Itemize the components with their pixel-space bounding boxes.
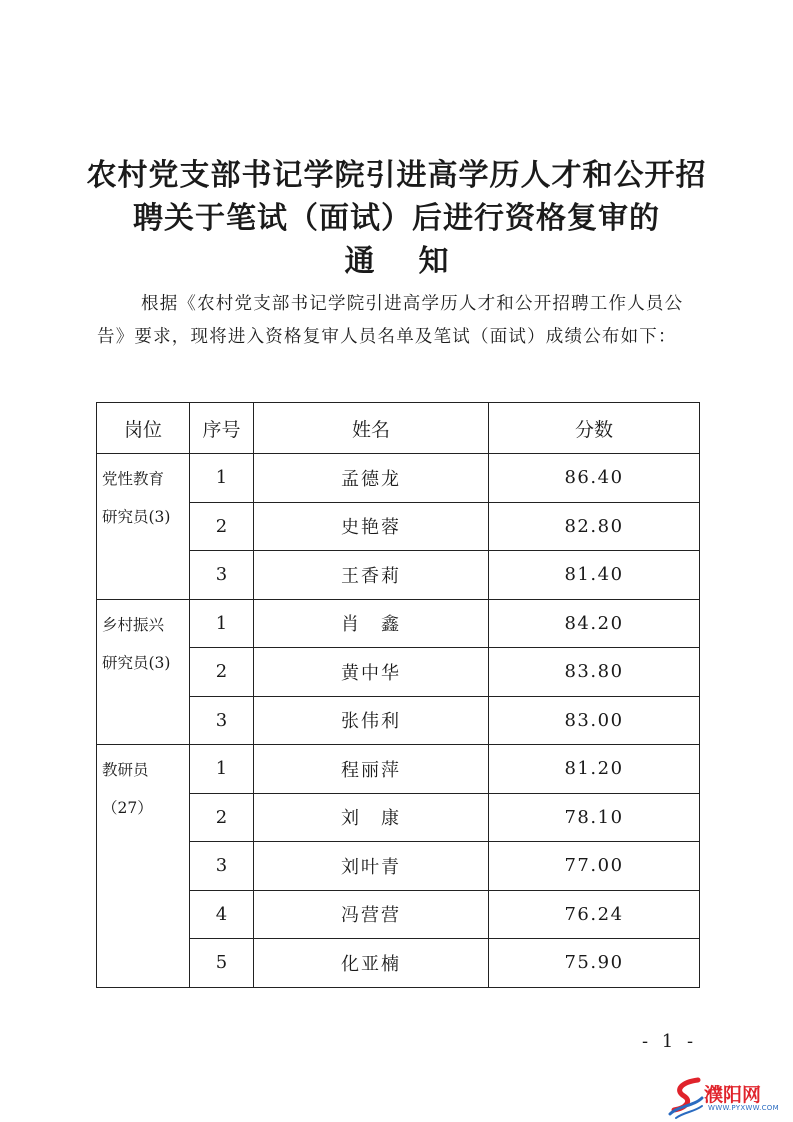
name-cell: 化亚楠 — [254, 939, 489, 988]
number-cell: 5 — [190, 939, 254, 988]
name-cell: 刘叶青 — [254, 842, 489, 891]
score-cell: 86.40 — [489, 454, 700, 503]
watermark-url: WWW.PYXWW.COM — [708, 1104, 779, 1112]
position-line: 乡村振兴 — [102, 615, 165, 634]
position-line: 党性教育 — [102, 470, 165, 488]
name-cell: 王香莉 — [254, 551, 489, 600]
name-cell: 肖 鑫 — [254, 599, 489, 648]
pyxww-logo-icon — [668, 1076, 706, 1120]
score-cell: 84.20 — [489, 599, 700, 648]
score-cell: 81.20 — [489, 745, 700, 794]
number-cell: 2 — [190, 502, 254, 551]
position-line: （27） — [102, 799, 153, 817]
number-cell: 2 — [190, 793, 254, 842]
name-cell: 黄中华 — [254, 648, 489, 697]
score-cell: 77.00 — [489, 842, 700, 891]
score-cell: 82.80 — [489, 502, 700, 551]
table-row — [97, 745, 700, 794]
score-cell: 83.80 — [489, 648, 700, 697]
name-cell: 刘 康 — [254, 793, 489, 842]
page-number: - 1 - — [642, 1031, 698, 1052]
header-number: 序号 — [190, 403, 254, 454]
number-cell: 1 — [190, 599, 254, 648]
name-cell: 程丽萍 — [254, 745, 489, 794]
title-line-1: 农村党支部书记学院引进高学历人才和公开招 — [86, 158, 707, 193]
score-cell: 78.10 — [489, 793, 700, 842]
number-cell: 2 — [190, 648, 254, 697]
number-cell: 3 — [190, 551, 254, 600]
name-cell: 张伟利 — [254, 696, 489, 745]
score-cell: 75.90 — [489, 939, 700, 988]
name-cell: 孟德龙 — [254, 454, 489, 503]
position-cell — [97, 454, 190, 600]
name-cell: 史艳蓉 — [254, 502, 489, 551]
results-table — [96, 402, 700, 988]
table-row — [97, 599, 700, 648]
header-position: 岗位 — [97, 403, 190, 454]
title-line-2: 聘关于笔试（面试）后进行资格复审的 — [133, 201, 660, 236]
watermark-name: 濮阳网 — [704, 1084, 762, 1106]
header-score: 分数 — [489, 403, 700, 454]
site-watermark — [668, 1076, 793, 1122]
position-cell — [97, 599, 190, 745]
position-line: 研究员(3) — [102, 653, 171, 672]
score-cell: 76.24 — [489, 890, 700, 939]
number-cell: 3 — [190, 696, 254, 745]
header-name: 姓名 — [254, 403, 489, 454]
position-line: 研究员(3) — [102, 508, 171, 526]
score-cell: 81.40 — [489, 551, 700, 600]
score-cell: 83.00 — [489, 696, 700, 745]
table-row — [97, 454, 700, 503]
intro-text: 根据《农村党支部书记学院引进高学历人才和公开招聘工作人员公告》要求，现将进入资格复审人员名单及笔试（面试）成绩公布如下： — [97, 294, 684, 347]
table-header-row — [97, 403, 700, 454]
number-cell: 3 — [190, 842, 254, 891]
position-line: 教研员 — [102, 761, 149, 779]
number-cell: 4 — [190, 890, 254, 939]
number-cell: 1 — [190, 745, 254, 794]
title-line-3: 通知 — [344, 244, 493, 279]
name-cell: 冯营营 — [254, 890, 489, 939]
position-cell — [97, 745, 190, 988]
intro-paragraph — [97, 288, 697, 354]
number-cell: 1 — [190, 454, 254, 503]
